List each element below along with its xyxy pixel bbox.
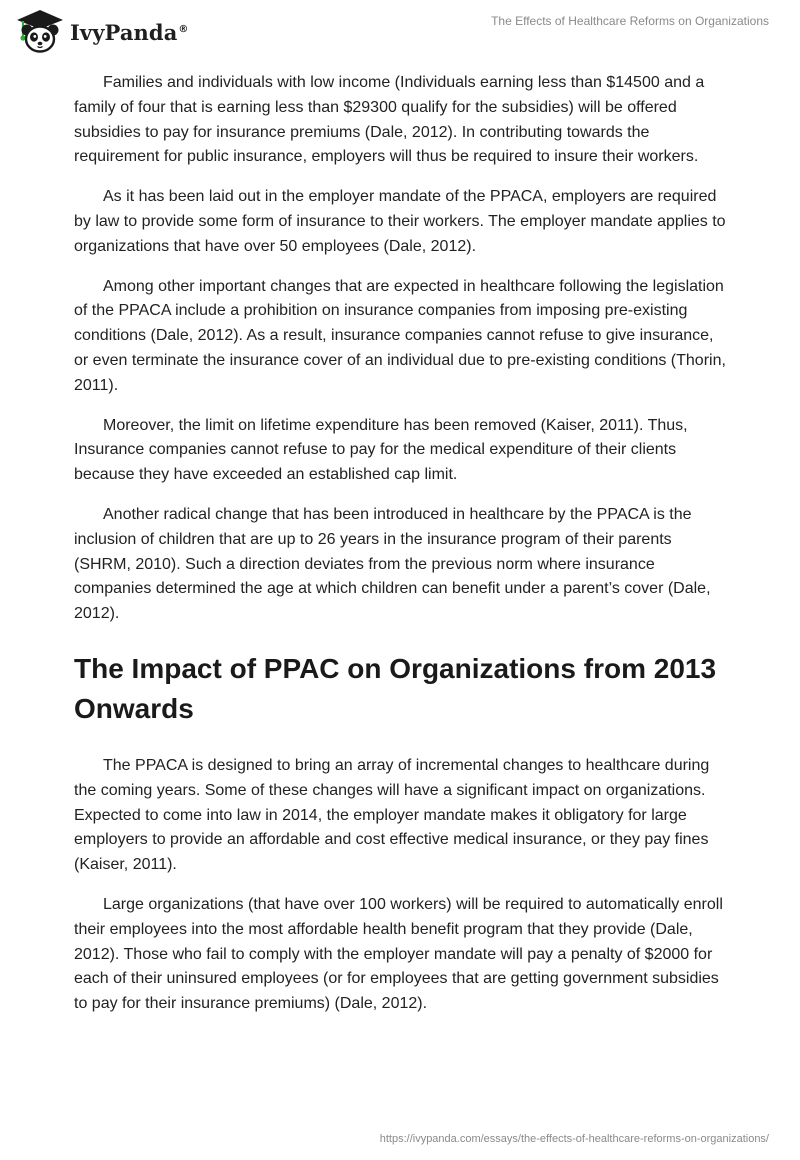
essay-body [74, 71, 726, 1032]
paragraph-low-income-subsidies: Families and individuals with low income (Individuals earning less than $14500 and a family of four that is earning less than $29300 qualify for the subsidies) will be offered subsidies to pay for insurance premiums (Dale, 2012). In contributing towards the requirement for public insurance, employers will thus be required to insure their workers. [74, 74, 705, 166]
paragraph-pre-existing-conditions: Among other important changes that are expected in healthcare following the legislation of the PPACA include a prohibition on insurance companies from imposing pre-existing conditions (Dale, 2012). As a result, insurance companies cannot refuse to give insurance, or even terminate the insurance cover of an individual due to pre-existing conditions (Thorin, 2011). [74, 277, 726, 394]
brand-name: IvyPanda® [70, 19, 189, 45]
document-title: The Effects of Healthcare Reforms on Organizations [491, 14, 769, 28]
registered-mark: ® [178, 23, 189, 35]
paragraph-incremental-changes: The PPACA is designed to bring an array of incremental changes to healthcare during the coming years. Some of these changes will have a significant impact on organizations. Expected to come into law in 2014, the employer mandate makes it obligatory for large employers to provide an affordable and cost effective medical insurance, or they pay fines (Kaiser, 2011). [74, 756, 710, 874]
source-url[interactable]: https://ivypanda.com/essays/the-effects-of-healthcare-reforms-on-organizations/ [379, 1133, 769, 1145]
panda-graduate-icon [14, 8, 66, 54]
page-header [0, 0, 800, 62]
paragraph-children-coverage: Another radical change that has been introduced in healthcare by the PPACA is the inclusion of children that are up to 26 years in the insurance program of their parents (SHRM, 2010). Such a direction deviates from the previous norm where insurance companies determined the age at which children can benefit under a parent’s cover (Dale, 2012). [74, 505, 711, 623]
paragraph-large-organizations: Large organizations (that have over 100 workers) will be required to automatically enroll their employees into the most affordable health benefit program that they provide (Dale, 2012). Those who fail to comply with the employer mandate will pay a penalty of $2000 for each of their uninsured employees (or for employees that are getting government subsidies to pay for their insurance premiums) (Dale, 2012). [74, 895, 723, 1013]
brand-logo[interactable] [14, 8, 189, 54]
section-heading: The Impact of PPAC on Organizations from 2013 Onwards [74, 652, 717, 724]
paragraph-lifetime-limit: Moreover, the limit on lifetime expenditure has been removed (Kaiser, 2011). Thus, Insurance companies cannot refuse to pay for the medical expenditure of their clients because they have exceeded an established cap limit. [74, 416, 688, 484]
paragraph-employer-mandate: As it has been laid out in the employer mandate of the PPACA, employers are required by law to provide some form of insurance to their workers. The employer mandate applies to organizations that have over 50 employees (Dale, 2012). [74, 188, 726, 255]
